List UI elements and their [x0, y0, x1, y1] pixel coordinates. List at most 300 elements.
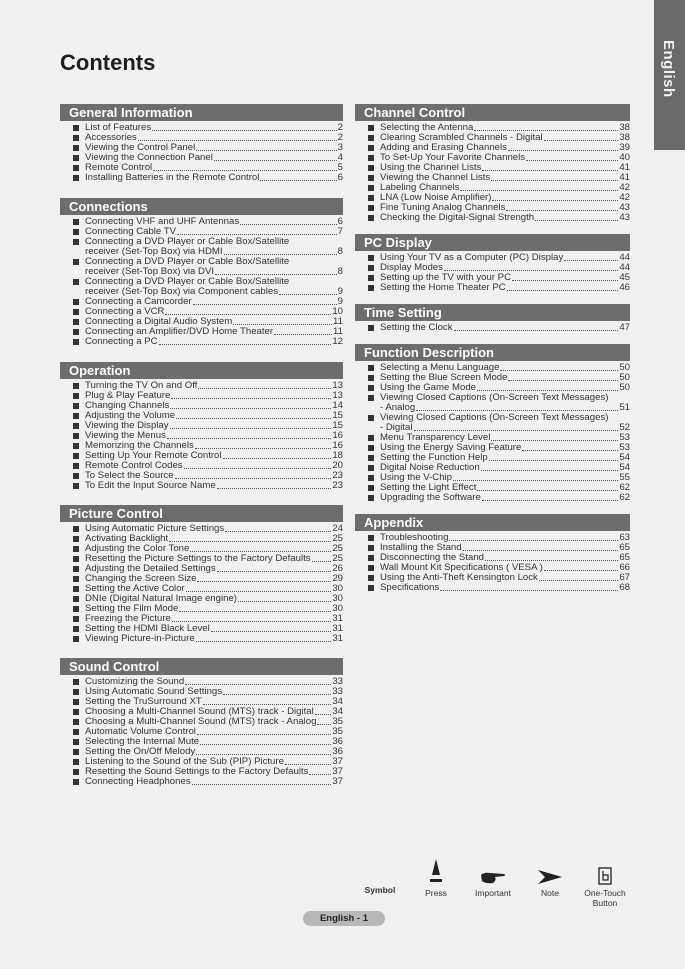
entry-label: Selecting a Menu Language: [380, 362, 500, 373]
bullet-icon: [368, 445, 374, 451]
section-header: Function Description: [355, 344, 630, 361]
entry-label: Connecting a Digital Audio System: [85, 316, 233, 327]
bullet-icon: [368, 155, 374, 161]
entry-label: Fine Tuning Analog Channels: [380, 202, 506, 213]
dot-leader: [223, 687, 331, 695]
section-header: PC Display: [355, 234, 630, 251]
section-header: Sound Control: [60, 658, 343, 675]
entry-label: Selecting the Internal Mute: [85, 736, 200, 747]
entry-page: 54: [619, 452, 630, 463]
dot-leader: [279, 287, 337, 295]
bullet-icon: [73, 576, 79, 582]
dot-leader: [309, 767, 331, 775]
toc-entry[interactable]: [60, 481, 343, 491]
entry-label: Plug & Play Feature: [85, 390, 171, 401]
toc-section: [60, 104, 343, 183]
toc-section: [60, 362, 343, 491]
section-items: [60, 675, 343, 787]
dot-leader: [491, 173, 618, 181]
entry-page: 16: [332, 440, 343, 451]
bullet-icon: [73, 526, 79, 532]
toc-entry[interactable]: [355, 393, 630, 413]
bullet-icon: [73, 339, 79, 345]
entry-page: 26: [332, 563, 343, 574]
entry-page: 14: [332, 400, 343, 411]
legend-one-touch-label: One-Touch Button: [584, 888, 626, 908]
bullet-icon: [73, 679, 79, 685]
bullet-icon: [73, 423, 79, 429]
bullet-icon: [368, 535, 374, 541]
dot-leader: [444, 263, 618, 271]
dot-leader: [482, 163, 618, 171]
entry-page: 31: [332, 633, 343, 644]
entry-page: 50: [619, 382, 630, 393]
bullet-icon: [368, 165, 374, 171]
entry-label: Using the Game Mode: [380, 382, 476, 393]
entry-page: 8: [337, 266, 343, 277]
entry-label: Using Automatic Picture Settings: [85, 523, 225, 534]
bullet-icon: [368, 555, 374, 561]
entry-page: 23: [332, 470, 343, 481]
bullet-icon: [73, 586, 79, 592]
bullet-icon: [73, 259, 79, 265]
dot-leader: [508, 373, 618, 381]
dot-leader: [485, 553, 618, 561]
dot-leader: [192, 777, 332, 785]
dot-leader: [492, 193, 618, 201]
page-number: English - 1: [303, 911, 385, 926]
dot-leader: [512, 273, 618, 281]
entry-page: 13: [332, 390, 343, 401]
bullet-icon: [368, 125, 374, 131]
bullet-icon: [73, 229, 79, 235]
dot-leader: [440, 583, 618, 591]
entry-page: 63: [619, 532, 630, 543]
section-items: [355, 361, 630, 503]
bullet-icon: [368, 545, 374, 551]
entry-page: 18: [332, 450, 343, 461]
bullet-icon: [73, 769, 79, 775]
entry-page: 67: [619, 572, 630, 583]
dot-leader: [197, 574, 331, 582]
bullet-icon: [73, 175, 79, 181]
dot-leader: [500, 363, 618, 371]
entry-label: Changing the Screen Size: [85, 573, 197, 584]
dot-leader: [454, 323, 619, 331]
dot-leader: [167, 431, 331, 439]
entry-label: Checking the Digital-Signal Strength: [380, 212, 535, 223]
toc-section: [60, 658, 343, 787]
section-header: Connections: [60, 198, 343, 215]
dot-leader: [200, 737, 331, 745]
entry-page: 4: [337, 152, 343, 163]
entry-page: 11: [333, 316, 343, 327]
bullet-icon: [73, 145, 79, 151]
entry-page: 35: [332, 726, 343, 737]
entry-label: Connecting Cable TV: [85, 226, 177, 237]
entry-page: 45: [619, 272, 630, 283]
press-icon: [418, 855, 454, 885]
entry-page: 36: [332, 736, 343, 747]
entry-label: Listening to the Sound of the Sub (PIP) Picture: [85, 756, 284, 767]
entry-label: Using the Channel Lists: [380, 162, 482, 173]
bullet-icon: [73, 719, 79, 725]
entry-page: 55: [619, 472, 630, 483]
entry-page: 5: [337, 162, 343, 173]
entry-page: 29: [332, 573, 343, 584]
bullet-icon: [73, 709, 79, 715]
bullet-icon: [73, 616, 79, 622]
entry-label: Adjusting the Volume: [85, 410, 176, 421]
bullet-icon: [368, 495, 374, 501]
dot-leader: [508, 143, 618, 151]
toc-entry[interactable]: [355, 583, 630, 593]
bullet-icon: [368, 205, 374, 211]
dot-leader: [260, 173, 336, 181]
dot-leader: [153, 163, 336, 171]
bullet-icon: [73, 443, 79, 449]
entry-label: Labeling Channels: [380, 182, 460, 193]
toc-entry[interactable]: [355, 283, 630, 293]
entry-page: 25: [332, 543, 343, 554]
entry-page: 38: [619, 122, 630, 133]
section-items: [60, 379, 343, 491]
right-column: [355, 104, 630, 593]
bullet-icon: [368, 255, 374, 261]
entry-page: 43: [619, 202, 630, 213]
entry-label: Troubleshooting: [380, 532, 449, 543]
entry-label: Using the Energy Saving Feature: [380, 442, 522, 453]
entry-label: Connecting VHF and UHF Antennas: [85, 216, 240, 227]
bullet-icon: [368, 175, 374, 181]
bullet-icon: [368, 365, 374, 371]
entry-label: Using the V-Chip: [380, 472, 452, 483]
bullet-icon: [73, 135, 79, 141]
entry-label-cont: - Digital: [380, 422, 413, 433]
entry-page: 50: [619, 362, 630, 373]
bullet-icon: [368, 325, 374, 331]
toc-entry[interactable]: [60, 634, 343, 644]
dot-leader: [460, 183, 618, 191]
dot-leader: [507, 283, 619, 291]
bullet-icon: [73, 453, 79, 459]
toc-entry[interactable]: [60, 337, 343, 347]
entry-page: 31: [332, 623, 343, 634]
bullet-icon: [73, 433, 79, 439]
entry-page: 8: [337, 246, 343, 257]
bullet-icon: [368, 485, 374, 491]
dot-leader: [535, 213, 618, 221]
dot-leader: [240, 217, 337, 225]
toc-entry[interactable]: [355, 493, 630, 503]
entry-label: Remote Control: [85, 162, 153, 173]
dot-leader: [159, 337, 332, 345]
bullet-icon: [368, 285, 374, 291]
entry-page: 38: [619, 132, 630, 143]
bullet-icon: [73, 546, 79, 552]
section-items: [60, 522, 343, 644]
dot-leader: [165, 307, 331, 315]
entry-label: Connecting a Camcorder: [85, 296, 192, 307]
dot-leader: [186, 584, 332, 592]
entry-page: 6: [337, 216, 343, 227]
entry-label-cont: - Analog: [380, 402, 416, 413]
entry-page: 12: [332, 336, 343, 347]
dot-leader: [215, 267, 337, 275]
entry-label: Display Modes: [380, 262, 443, 273]
dot-leader: [285, 757, 331, 765]
entry-page: 54: [619, 462, 630, 473]
entry-label: Connecting an Amplifier/DVD Home Theater: [85, 326, 274, 337]
dot-leader: [317, 717, 331, 725]
bullet-icon: [368, 565, 374, 571]
dot-leader: [177, 227, 337, 235]
entry-label: LNA (Low Noise Amplifier): [380, 192, 492, 203]
bullet-icon: [368, 375, 374, 381]
entry-page: 46: [619, 282, 630, 293]
dot-leader: [196, 747, 331, 755]
legend-one-touch: [580, 855, 630, 908]
dot-leader: [223, 451, 332, 459]
entry-page: 42: [619, 192, 630, 203]
entry-label: Choosing a Multi-Channel Sound (MTS) track - Digital: [85, 706, 314, 717]
entry-page: 53: [619, 442, 630, 453]
entry-page: 37: [332, 766, 343, 777]
dot-leader: [453, 473, 618, 481]
entry-label: List of Features: [85, 122, 152, 133]
entry-page: 33: [332, 686, 343, 697]
entry-page: 31: [332, 613, 343, 624]
entry-label: To Set-Up Your Favorite Channels: [380, 152, 526, 163]
dot-leader: [197, 727, 331, 735]
dot-leader: [544, 563, 619, 571]
dot-leader: [238, 594, 331, 602]
section-header: Channel Control: [355, 104, 630, 121]
dot-leader: [463, 543, 619, 551]
entry-label: Freezing the Picture: [85, 613, 171, 624]
entry-label: Connecting a VCR: [85, 306, 165, 317]
dot-leader: [196, 634, 332, 642]
toc-entry[interactable]: [355, 213, 630, 223]
entry-label: Viewing the Channel Lists: [380, 172, 491, 183]
dot-leader: [176, 411, 331, 419]
entry-page: 7: [337, 226, 343, 237]
bullet-icon: [73, 239, 79, 245]
entry-label: Specifications: [380, 582, 440, 593]
one-touch-icon: [580, 855, 630, 885]
dot-leader: [185, 677, 331, 685]
bullet-icon: [368, 195, 374, 201]
page-title: Contents: [60, 50, 156, 75]
dot-leader: [170, 421, 332, 429]
dot-leader: [274, 327, 332, 335]
entry-page: 2: [337, 122, 343, 133]
entry-label: Connecting a PC: [85, 336, 158, 347]
toc-entry[interactable]: [60, 257, 343, 277]
toc-entry[interactable]: [60, 237, 343, 257]
bullet-icon: [368, 185, 374, 191]
dot-leader: [217, 481, 332, 489]
dot-leader: [169, 534, 331, 542]
section-items: [355, 121, 630, 223]
dot-leader: [539, 573, 618, 581]
entry-label: Using the Anti-Theft Kensington Lock: [380, 572, 538, 583]
entry-label: Adjusting the Detailed Settings: [85, 563, 216, 574]
bullet-icon: [73, 393, 79, 399]
toc-section: [355, 344, 630, 503]
entry-label: To Select the Source: [85, 470, 174, 481]
dot-leader: [414, 423, 619, 431]
entry-label: Connecting Headphones: [85, 776, 191, 787]
entry-page: 47: [619, 322, 630, 333]
entry-label: Adjusting the Color Tone: [85, 543, 190, 554]
entry-label: Accessories: [85, 132, 137, 143]
section-items: [355, 531, 630, 593]
bullet-icon: [73, 319, 79, 325]
section-header: Time Setting: [355, 304, 630, 321]
toc-entry[interactable]: [355, 323, 630, 333]
bullet-icon: [73, 536, 79, 542]
bullet-icon: [73, 165, 79, 171]
entry-page: 30: [332, 593, 343, 604]
toc-section: [355, 104, 630, 223]
dot-leader: [198, 381, 331, 389]
entry-label: Connecting a DVD Player or Cable Box/Satellite: [85, 256, 290, 267]
section-header: General Information: [60, 104, 343, 121]
bullet-icon: [73, 473, 79, 479]
section-items: [60, 215, 343, 347]
dot-leader: [172, 614, 331, 622]
entry-label: Setting the Light Effect: [380, 482, 477, 493]
entry-label: Activating Backlight: [85, 533, 169, 544]
entry-label: Setting up the TV with your PC: [380, 272, 512, 283]
entry-page: 62: [619, 482, 630, 493]
section-items: [355, 321, 630, 333]
toc-section: [355, 234, 630, 293]
entry-page: 50: [619, 372, 630, 383]
dot-leader: [522, 443, 618, 451]
entry-page: 11: [333, 326, 343, 337]
bullet-icon: [73, 749, 79, 755]
left-column: [60, 104, 343, 787]
legend-important: Important: [468, 855, 518, 898]
bullet-icon: [368, 585, 374, 591]
bullet-icon: [73, 125, 79, 131]
bullet-icon: [73, 219, 79, 225]
bullet-icon: [368, 275, 374, 281]
entry-label: Setting the Clock: [380, 322, 453, 333]
entry-label: Setting the On/Off Melody: [85, 746, 196, 757]
bullet-icon: [368, 465, 374, 471]
toc-section: [355, 304, 630, 333]
entry-label: Connecting a DVD Player or Cable Box/Satellite: [85, 236, 290, 247]
entry-label: Digital Noise Reduction: [380, 462, 480, 473]
bullet-icon: [73, 739, 79, 745]
entry-label-cont: receiver (Set-Top Box) via DVI: [85, 266, 215, 277]
entry-page: 34: [332, 696, 343, 707]
dot-leader: [179, 604, 331, 612]
dot-leader: [175, 471, 332, 479]
entry-page: 37: [332, 756, 343, 767]
dot-leader: [224, 247, 337, 255]
toc-entry[interactable]: [60, 777, 343, 787]
entry-page: 15: [332, 410, 343, 421]
entry-label: Changing Channels: [85, 400, 170, 411]
dot-leader: [190, 544, 331, 552]
bullet-icon: [368, 215, 374, 221]
bullet-icon: [368, 135, 374, 141]
dot-leader: [477, 383, 618, 391]
entry-label: Viewing Closed Captions (On-Screen Text Messages): [380, 412, 609, 423]
bullet-icon: [73, 759, 79, 765]
entry-label: Automatic Volume Control: [85, 726, 196, 737]
bullet-icon: [73, 689, 79, 695]
bullet-icon: [73, 636, 79, 642]
dot-leader: [544, 133, 619, 141]
entry-page: 35: [332, 716, 343, 727]
toc-entry[interactable]: [355, 413, 630, 433]
symbol-legend: [360, 855, 640, 910]
bullet-icon: [73, 155, 79, 161]
entry-page: 65: [619, 542, 630, 553]
entry-label: Viewing the Connection Panel: [85, 152, 213, 163]
entry-page: 24: [332, 523, 343, 534]
dot-leader: [171, 391, 331, 399]
entry-label: Viewing Closed Captions (On-Screen Text Messages): [380, 392, 609, 403]
bullet-icon: [73, 383, 79, 389]
entry-page: 9: [337, 286, 343, 297]
entry-page: 52: [619, 422, 630, 433]
entry-label: Setting the HDMI Black Level: [85, 623, 210, 634]
dot-leader: [315, 707, 332, 715]
entry-label: Remote Control Codes: [85, 460, 183, 471]
entry-page: 68: [619, 582, 630, 593]
dot-leader: [184, 461, 332, 469]
bullet-icon: [73, 299, 79, 305]
entry-page: 40: [619, 152, 630, 163]
entry-page: 43: [619, 212, 630, 223]
entry-label: Adding and Erasing Channels: [380, 142, 507, 153]
bullet-icon: [368, 395, 374, 401]
bullet-icon: [368, 145, 374, 151]
bullet-icon: [73, 626, 79, 632]
bullet-icon: [73, 729, 79, 735]
entry-page: 25: [332, 533, 343, 544]
toc-entry[interactable]: [60, 277, 343, 297]
entry-label: Resetting the Picture Settings to the Factory Defaults: [85, 553, 311, 564]
entry-label-cont: receiver (Set-Top Box) via HDMI: [85, 246, 223, 257]
entry-label: Viewing Picture-in-Picture: [85, 633, 195, 644]
entry-label: Wall Mount Kit Specifications ( VESA ): [380, 562, 543, 573]
dot-leader: [203, 697, 332, 705]
section-items: [60, 121, 343, 183]
entry-label: Installing Batteries in the Remote Control: [85, 172, 260, 183]
entry-label: Setting the Blue Screen Mode: [380, 372, 508, 383]
entry-page: 62: [619, 492, 630, 503]
entry-label: Menu Transparency Level: [380, 432, 491, 443]
entry-label: Viewing the Display: [85, 420, 169, 431]
entry-label: Setting the Function Help: [380, 452, 488, 463]
entry-page: 13: [332, 380, 343, 391]
dot-leader: [491, 433, 618, 441]
bullet-icon: [73, 596, 79, 602]
bullet-icon: [73, 566, 79, 572]
toc-section: [60, 198, 343, 347]
toc-entry[interactable]: [60, 173, 343, 183]
entry-label: Memorizing the Channels: [85, 440, 194, 451]
bullet-icon: [73, 699, 79, 705]
entry-label: Using Automatic Sound Settings: [85, 686, 223, 697]
